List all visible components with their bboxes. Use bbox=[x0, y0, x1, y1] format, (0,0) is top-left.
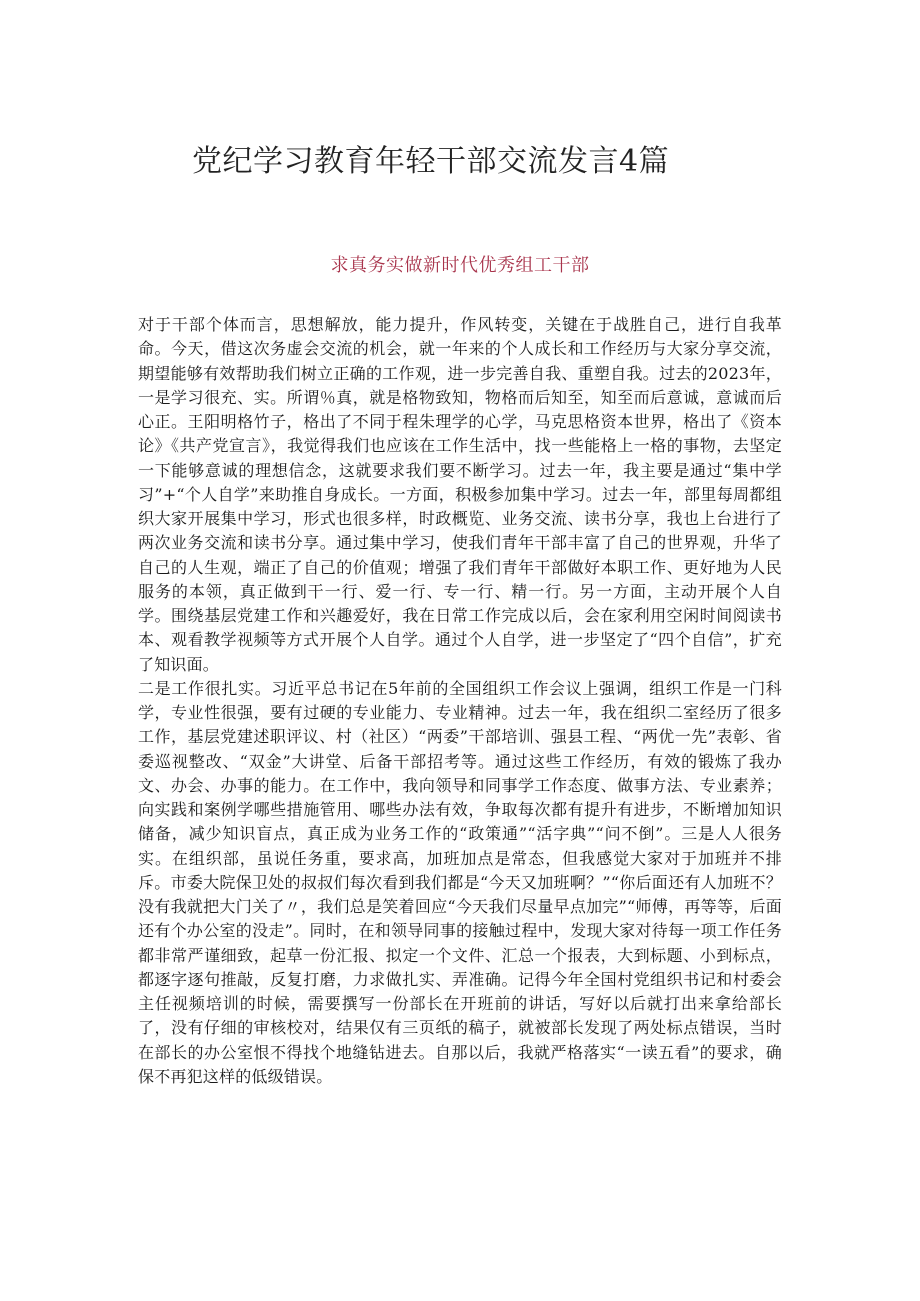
document-subtitle: 求真务实做新时代优秀组工干部 bbox=[330, 255, 590, 276]
body-paragraph: 二是工作很扎实。习近平总书记在5年前的全国组织工作会议上强调，组织工作是一门科学，专业性很强，要有过硬的专业能力、专业精神。过去一年，我在组织二室经历了很多工作，基层党建述职评议、村（社区）“两委”干部培训、强县工程、“两优一先”表彰、省委巡视整改、“双金”大讲堂、后备干部招考等。通过这些工作经历，有效的锻炼了我办文、办会、办事的能力。在工作中，我向领导和同事学工作态度、做事方法、专业素养；向实践和案例学哪些措施管用、哪些办法有效，争取每次都有提升有进步，不断增加知识储备，减少知识盲点，真正成为业务工作的“政策通”“活字典”“问不倒”。三是人人很务实。在组织部，虽说任务重，要求高，加班加点是常态，但我感觉大家对于加班并不排斥。市委大院保卫处的叔叔们每次看到我们都是“今天又加班啊？”“你后面还有人加班不？没有我就把大门关了〃，我们总是笑着回应“今天我们尽量早点加完”“师傅，再等等，后面还有个办公室的没走”。同时，在和领导同事的接触过程中，发现大家对待每一项工作任务都非常严谨细致，起草一份汇报、拟定一个文件、汇总一个报表，大到标题、小到标点，都逐字逐句推敲，反复打磨，力求做扎实、弄准确。记得今年全国村党组织书记和村委会主任视频培训的时候，需要撰写一份部长在开班前的讲话，写好以后就打出来拿给部长了，没有仔细的审核校对，结果仅有三页纸的稿子，就被部长发现了两处标点错误，当时在部长的办公室恨不得找个地缝钻进去。自那以后，我就严格落实“一读五看”的要求，确保不再犯这样的低级错误。 bbox=[138, 678, 782, 1086]
body-paragraph: 对于干部个体而言，思想解放，能力提升，作风转变，关键在于战胜自己，进行自我革命。今天，借这次务虚会交流的机会，就一年来的个人成长和工作经历与大家分享交流，期望能够有效帮助我们树立正确的工作观，进一步完善自我、重塑自我。过去的2023年，一是学习很充、实。所谓％真，就是格物致知，物格而后知至，知至而后意诚，意诚而后心正。王阳明格竹子，格出了不同于程朱理学的心学，马克思格资本世界，格出了《资本论》《共产党宣言》，我觉得我们也应该在工作生活中，找一些能格上一格的事物，去坚定一下能够意诚的理想信念，这就要求我们要不断学习。过去一年，我主要是通过“集中学习”+“个人自学”来助推自身成长。一方面，积极参加集中学习。过去一年，部里每周都组织大家开展集中学习，形式也很多样，时政概览、业务交流、读书分享，我也上台进行了两次业务交流和读书分享。通过集中学习，使我们青年干部丰富了自己的世界观，升华了自己的人生观，端正了自己的价值观；增强了我们青年干部做好本职工作、更好地为人民服务的本领，真正做到干一行、爱一行、专一行、精一行。另一方面，主动开展个人自学。围绕基层党建工作和兴趣爱好，我在日常工作完成以后，会在家利用空闲时间阅读书本、观看教学视频等方式开展个人自学。通过个人自学，进一步坚定了“四个自信”，扩充了知识面。 bbox=[138, 315, 782, 674]
document-body bbox=[138, 313, 782, 1089]
document-title: 党纪学习教育年轻干部交流发言4篇 bbox=[192, 144, 670, 179]
